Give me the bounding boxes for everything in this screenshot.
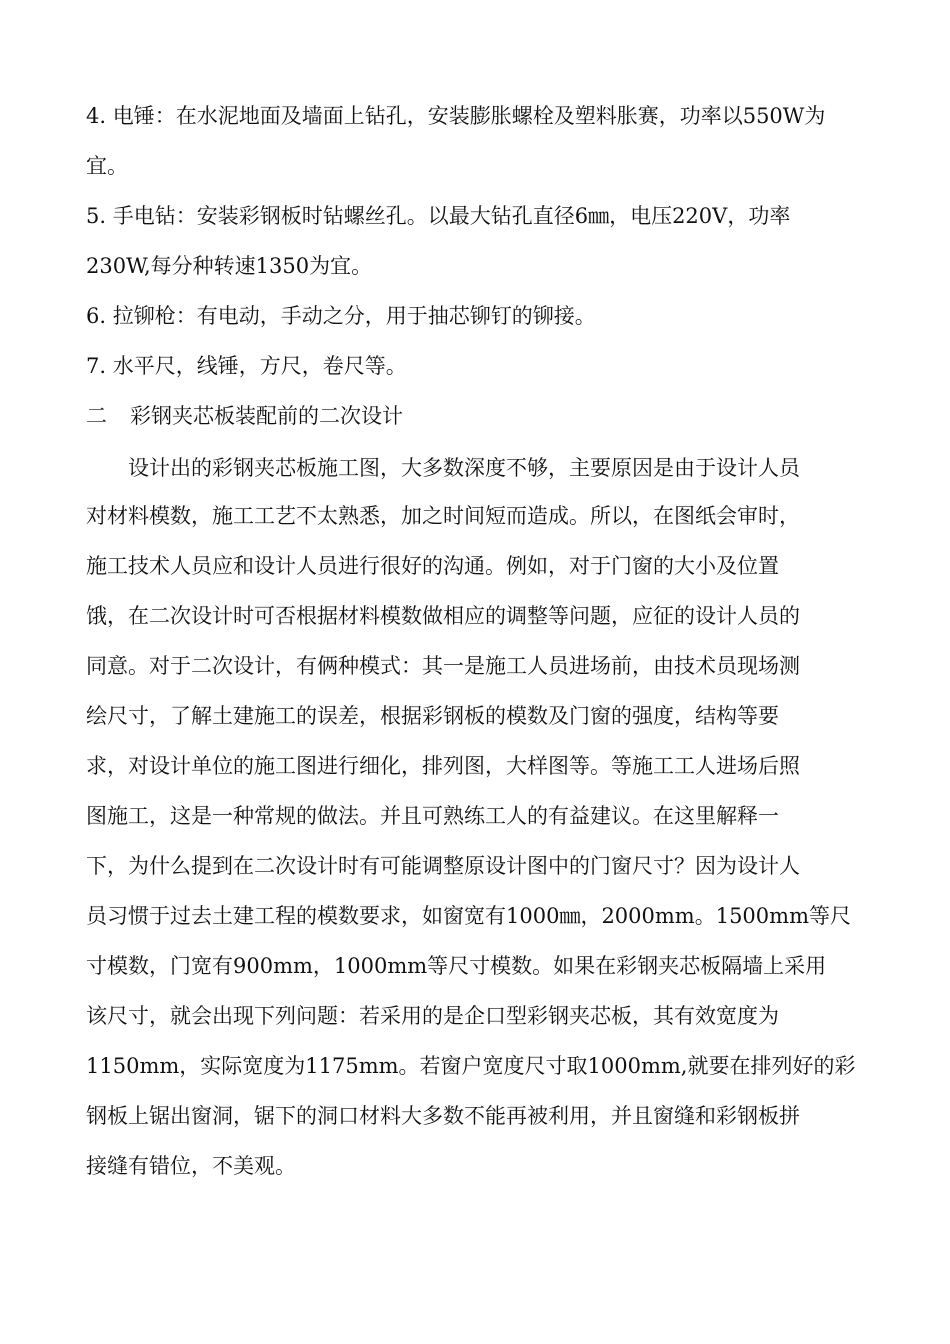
- text-line: 230W,每分种转速1350为宜。: [86, 254, 373, 278]
- section-heading: [86, 401, 876, 431]
- paragraph-line: 下，为什么提到在二次设计时有可能调整原设计图中的门窗尺寸？因为设计人: [86, 854, 800, 878]
- paragraph-line: 钢板上锯出窗洞，锯下的洞口材料大多数不能再被利用，并且窗缝和彩钢板拼: [86, 1104, 800, 1128]
- paragraph-line: 对材料模数，施工工艺不太熟悉，加之时间短而造成。所以，在图纸会审时，: [86, 504, 800, 528]
- paragraph-line: 绘尺寸，了解土建施工的误差，根据彩钢板的模数及门窗的强度，结构等要: [86, 704, 779, 728]
- list-item-electric-hammer: 4. 电锤：在水泥地面及墙面上钻孔，安装膨胀螺栓及塑料胀赛，功率以550W为: [86, 104, 826, 128]
- paragraph-line: 图施工，这是一种常规的做法。并且可熟练工人的有益建议。在这里解释一: [86, 804, 779, 828]
- list-item-rivet-gun: 6. 拉铆枪：有电动，手动之分，用于抽芯铆钉的铆接。: [86, 304, 596, 328]
- text-line: 宜。: [86, 154, 128, 178]
- section-title: 彩钢夹芯板装配前的二次设计: [130, 404, 403, 428]
- paragraph-line: 同意。对于二次设计，有俩种模式：其一是施工人员进场前，由技术员现场测: [86, 654, 800, 678]
- paragraph-line: 求，对设计单位的施工图进行细化，排列图，大样图等。等施工工人进场后照: [86, 754, 800, 778]
- paragraph-line: 寸模数，门宽有900mm，1000mm等尺寸模数。如果在彩钢夹芯板隔墙上采用: [86, 954, 827, 978]
- paragraph-line: 1150mm，实际宽度为1175mm。若窗户宽度尺寸取1000mm,就要在排列好的彩: [86, 1054, 856, 1078]
- paragraph-line: 接缝有错位，不美观。: [86, 1154, 296, 1178]
- paragraph-line: 饿，在二次设计时可否根据材料模数做相应的调整等问题，应征的设计人员的: [86, 604, 800, 628]
- paragraph-line: 该尺寸，就会出现下列问题：若采用的是企口型彩钢夹芯板，其有效宽度为: [86, 1004, 779, 1028]
- paragraph-line: 员习惯于过去土建工程的模数要求，如窗宽有1000㎜，2000mm。1500mm等尺: [86, 904, 851, 928]
- paragraph-line: 施工技术人员应和设计人员进行很好的沟通。例如，对于门窗的大小及位置: [86, 554, 779, 578]
- section-number: 二: [86, 404, 107, 428]
- list-item-level-tools: 7. 水平尺，线锤，方尺，卷尺等。: [86, 354, 407, 378]
- list-item-hand-drill: 5. 手电钻：安装彩钢板时钻螺丝孔。以最大钻孔直径6㎜，电压220V，功率: [86, 204, 791, 228]
- paragraph-line: 设计出的彩钢夹芯板施工图，大多数深度不够，主要原因是由于设计人员: [128, 456, 800, 480]
